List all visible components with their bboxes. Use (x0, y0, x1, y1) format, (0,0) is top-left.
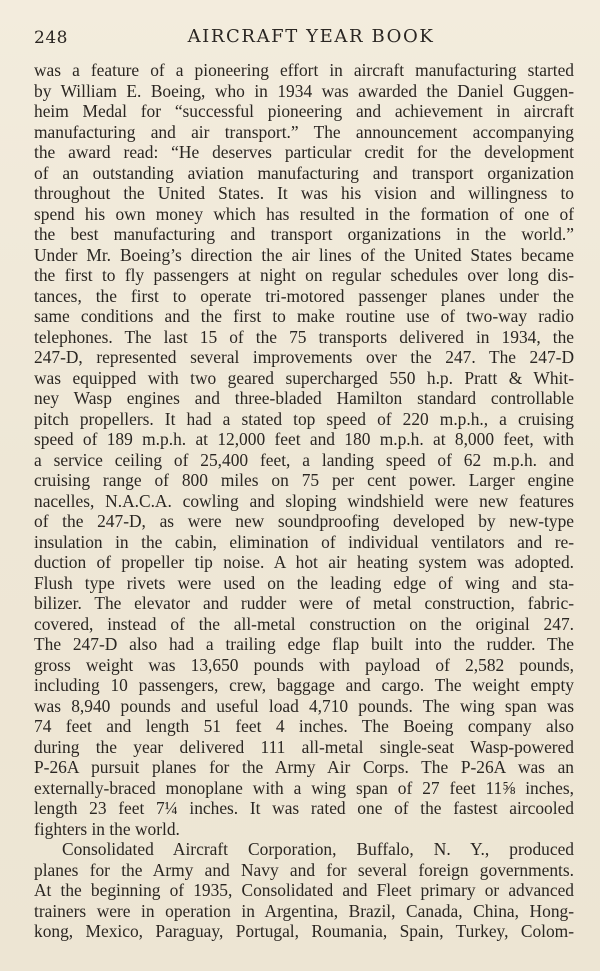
text-line: was a feature of a pioneering effort in aircraft manufacturing started (34, 60, 574, 80)
text-line: nacelles, N.A.C.A. cowling and sloping windshield were new features (34, 490, 574, 511)
text-line: 74 feet and length 51 feet 4 inches. The Boeing company also (34, 716, 574, 736)
page-header (34, 24, 566, 52)
text-line: trainers were in operation in Argentina, Brazil, Canada, China, Hong- (34, 900, 574, 921)
text-line: bilizer. The elevator and rudder were of metal construction, fabric- (34, 593, 574, 613)
text-line: gross weight was 13,650 pounds with payload of 2,582 pounds, (34, 654, 574, 675)
text-line: telephones. The last 15 of the 75 transports delivered in 1934, the (34, 326, 574, 347)
text-line: was equipped with two geared supercharged 550 h.p. Pratt & Whit- (34, 367, 574, 388)
text-line: The 247-D also had a trailing edge flap built into the rudder. The (34, 634, 574, 654)
running-head: AIRCRAFT YEAR BOOK (187, 26, 435, 47)
text-line: manufacturing and air transport.” The announcement accompanying (34, 121, 574, 142)
text-line: including 10 passengers, crew, baggage and cargo. The weight empty (34, 675, 574, 695)
text-line: ney Wasp engines and three-bladed Hamilton standard controllable (34, 388, 574, 408)
text-line: externally-braced monoplane with a wing span of 27 feet 11⅝ inches, (34, 777, 574, 798)
text-line: was 8,940 pounds and useful load 4,710 pounds. The wing span was (34, 695, 574, 716)
text-line: heim Medal for “successful pioneering and achievement in aircraft (34, 101, 574, 121)
text-line: of an outstanding aviation manufacturing and transport organization (34, 162, 574, 183)
text-line: Flush type rivets were used on the leading edge of wing and sta- (34, 572, 574, 593)
text-line: Consolidated Aircraft Corporation, Buffalo, N. Y., produced (62, 839, 574, 859)
text-line: during the year delivered 111 all-metal single-seat Wasp-powered (34, 736, 574, 757)
text-line: fighters in the world. (34, 818, 180, 839)
paragraph (34, 60, 574, 839)
text-line: P-26A pursuit planes for the Army Air Corps. The P-26A was an (34, 757, 574, 777)
text-line: pitch propellers. It had a stated top speed of 220 m.p.h., a cruising (34, 408, 574, 429)
text-line: of the 247-D, as were new soundproofing developed by new-type (34, 511, 574, 531)
text-line: tances, the first to operate tri-motored passenger planes under the (34, 285, 574, 306)
text-line: the award read: “He deserves particular credit for the development (34, 142, 574, 162)
text-line: length 23 feet 7¼ inches. It was rated one of the fastest aircooled (34, 798, 574, 818)
text-line: spend his own money which has resulted in the formation of one of (34, 203, 574, 224)
text-line: a service ceiling of 25,400 feet, a landing speed of 62 m.p.h. and (34, 449, 574, 470)
text-line: cruising range of 800 miles on 75 per cent power. Larger engine (34, 470, 574, 490)
text-line: duction of propeller tip noise. A hot air heating system was adopted. (34, 552, 574, 572)
paragraph (34, 839, 574, 942)
text-line: by William E. Boeing, who in 1934 was awarded the Daniel Guggen- (34, 80, 574, 101)
text-line: speed of 189 m.p.h. at 12,000 feet and 180 m.p.h. at 8,000 feet, with (34, 429, 574, 449)
text-line: At the beginning of 1935, Consolidated and Fleet primary or advanced (34, 880, 574, 900)
text-line: same conditions and the first to make routine use of two-way radio (34, 306, 574, 326)
text-line: throughout the United States. It was his vision and willingness to (34, 183, 574, 203)
text-line: Under Mr. Boeing’s direction the air lines of the United States became (34, 244, 574, 265)
text-line: insulation in the cabin, elimination of individual ventilators and re- (34, 531, 574, 552)
text-line: 247-D, represented several improvements over the 247. The 247-D (34, 347, 574, 367)
text-line: planes for the Army and Navy and for several foreign governments. (34, 859, 574, 880)
text-line: the best manufacturing and transport organizations in the world.” (34, 224, 574, 244)
text-line: the first to fly passengers at night on regular schedules over long dis- (34, 265, 574, 285)
page-number: 248 (34, 28, 68, 48)
body-text (34, 60, 574, 942)
text-line: kong, Mexico, Paraguay, Portugal, Roumania, Spain, Turkey, Colom- (34, 921, 574, 941)
text-line: covered, instead of the all-metal construction on the original 247. (34, 613, 574, 634)
